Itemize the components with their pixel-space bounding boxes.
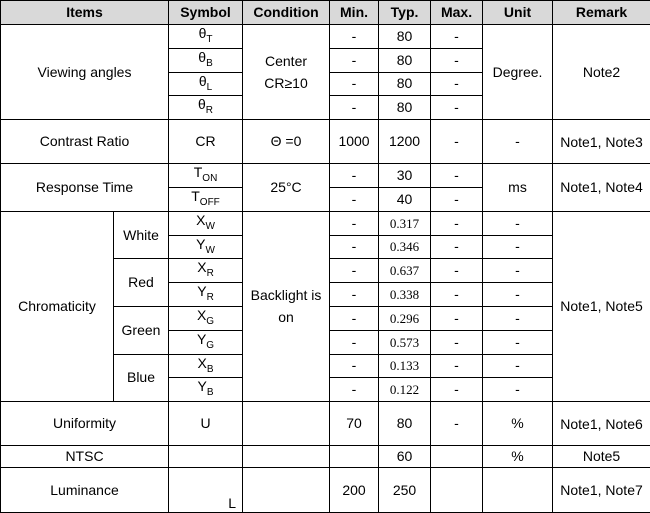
header-typ: Typ. [379,1,431,25]
item-viewing-angles: Viewing angles [1,25,169,120]
typ-cell: 60 [379,446,431,468]
condition-cell [243,468,330,513]
unit-cell: - [483,378,553,402]
unit-cell: % [483,402,553,446]
symbol-cell: $Y_G$ [169,330,243,354]
typ-cell: 0.338 [379,283,431,307]
max-cell: - [431,235,483,259]
color-name-cell: White [114,211,169,259]
max-cell: - [431,72,483,96]
condition-cell: 25°C [243,164,330,212]
min-cell: - [330,48,379,72]
min-cell: - [330,354,379,378]
max-cell: - [431,402,483,446]
remark-cell: Note1, Note5 [553,211,650,401]
max-cell: - [431,283,483,307]
header-min: Min. [330,1,379,25]
max-cell: - [431,259,483,283]
unit-cell: Degree. [483,25,553,120]
min-cell: - [330,283,379,307]
color-name-cell: Blue [114,354,169,402]
symbol-cell: $T_{ON}$ [169,164,243,188]
max-cell: - [431,25,483,49]
item-uniformity: Uniformity [1,402,169,446]
unit-cell: - [483,306,553,330]
header-unit: Unit [483,1,553,25]
max-cell: - [431,187,483,211]
typ-cell: 80 [379,402,431,446]
header-symbol: Symbol [169,1,243,25]
condition-cell: Center CR≥10 [243,25,330,120]
min-cell: - [330,306,379,330]
remark-cell: Note1, Note7 [553,468,650,513]
min-cell: - [330,96,379,120]
symbol-cell: $\theta_T$ [169,25,243,49]
typ-cell: 1200 [379,120,431,164]
symbol-cell: CR [169,120,243,164]
min-cell: 70 [330,402,379,446]
symbol-cell: $Y_W$ [169,235,243,259]
min-cell [330,446,379,468]
symbol-cell: $X_R$ [169,259,243,283]
symbol-cell: $Y_B$ [169,378,243,402]
symbol-cell: $\theta_R$ [169,96,243,120]
color-name-cell: Green [114,306,169,354]
symbol-cell: $\theta_L$ [169,72,243,96]
color-name-cell: Red [114,259,169,307]
max-cell [431,468,483,513]
table-row [1,211,650,235]
table-row [1,164,650,188]
symbol-cell: $X_G$ [169,306,243,330]
unit-cell: - [483,211,553,235]
typ-cell: 0.133 [379,354,431,378]
unit-cell: - [483,283,553,307]
min-cell: 1000 [330,120,379,164]
remark-cell: Note1, Note4 [553,164,650,212]
unit-cell: % [483,446,553,468]
max-cell: - [431,306,483,330]
typ-cell: 30 [379,164,431,188]
max-cell: - [431,354,483,378]
header-max: Max. [431,1,483,25]
unit-cell: - [483,235,553,259]
header-remark: Remark [553,1,650,25]
unit-cell [483,468,553,513]
min-cell: - [330,164,379,188]
header-row [1,1,650,25]
condition-cell: Θ =0 [243,120,330,164]
symbol-cell: $Y_R$ [169,283,243,307]
typ-cell: 80 [379,96,431,120]
item-ntsc: NTSC [1,446,169,468]
condition-cell [243,402,330,446]
min-cell: - [330,25,379,49]
remark-cell: Note1, Note6 [553,402,650,446]
typ-cell: 250 [379,468,431,513]
remark-cell: Note1, Note3 [553,120,650,164]
symbol-cell [169,446,243,468]
typ-cell: 0.317 [379,211,431,235]
table-row [1,120,650,164]
typ-cell: 40 [379,187,431,211]
min-cell: - [330,378,379,402]
header-items: Items [1,1,169,25]
min-cell: - [330,330,379,354]
min-cell: - [330,259,379,283]
remark-cell: Note2 [553,25,650,120]
max-cell: - [431,164,483,188]
symbol-cell: $X_W$ [169,211,243,235]
item-luminance: Luminance [1,468,169,513]
unit-cell: - [483,259,553,283]
max-cell: - [431,378,483,402]
max-cell: - [431,120,483,164]
typ-cell: 0.637 [379,259,431,283]
symbol-cell: U [169,402,243,446]
table-row [1,402,650,446]
item-contrast-ratio: Contrast Ratio [1,120,169,164]
typ-cell: 80 [379,72,431,96]
symbol-cell: $X_B$ [169,354,243,378]
item-response-time: Response Time [1,164,169,212]
typ-cell: 0.346 [379,235,431,259]
typ-cell: 0.573 [379,330,431,354]
item-chromaticity: Chromaticity [1,211,114,401]
max-cell [431,446,483,468]
min-cell: 200 [330,468,379,513]
max-cell: - [431,48,483,72]
unit-cell: - [483,330,553,354]
typ-cell: 0.122 [379,378,431,402]
min-cell: - [330,72,379,96]
typ-cell: 80 [379,25,431,49]
max-cell: - [431,211,483,235]
remark-cell: Note5 [553,446,650,468]
min-cell: - [330,187,379,211]
condition-cell [243,446,330,468]
table-row [1,25,650,49]
table-row [1,446,650,468]
typ-cell: 0.296 [379,306,431,330]
unit-cell: - [483,354,553,378]
symbol-cell: $\theta_B$ [169,48,243,72]
header-condition: Condition [243,1,330,25]
symbol-cell: L [169,468,243,513]
table-row [1,468,650,513]
symbol-cell: $T_{OFF}$ [169,187,243,211]
min-cell: - [330,235,379,259]
unit-cell: ms [483,164,553,212]
min-cell: - [330,211,379,235]
condition-cell: Backlight is on [243,211,330,401]
typ-cell: 80 [379,48,431,72]
max-cell: - [431,330,483,354]
unit-cell: - [483,120,553,164]
max-cell: - [431,96,483,120]
